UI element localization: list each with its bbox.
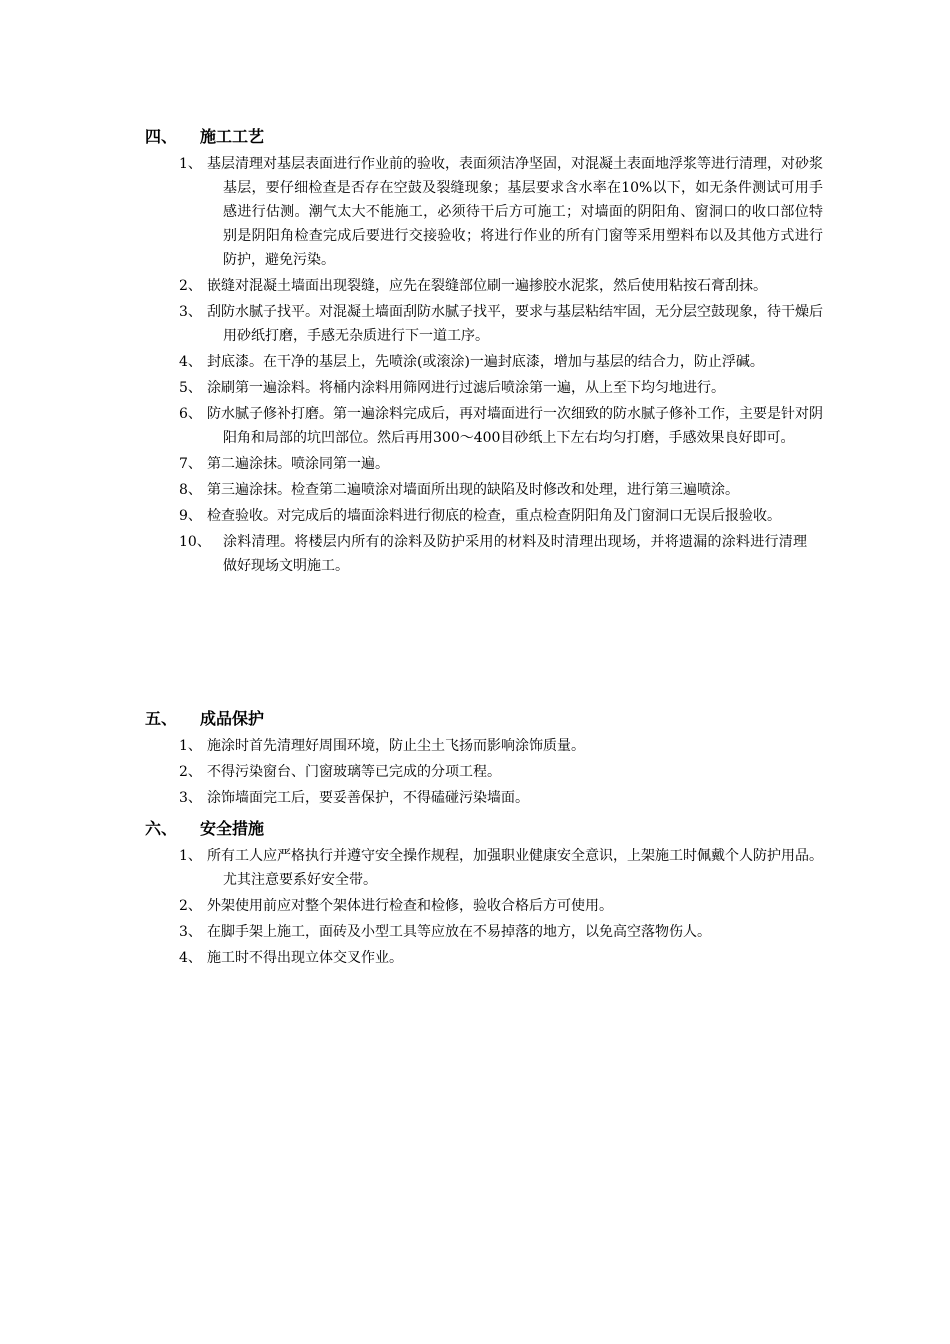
item-text: 施工时不得出现立体交叉作业。 xyxy=(207,950,403,966)
item-index: 4、 xyxy=(179,354,202,370)
item-index: 3、 xyxy=(179,924,202,940)
item-text: 封底漆。在干净的基层上，先喷涂(或滚涂)一遍封底漆，增加与基层的结合力，防止浮碱。 xyxy=(207,354,764,370)
list-item xyxy=(145,760,825,784)
item-index: 6、 xyxy=(179,406,202,422)
item-index: 2、 xyxy=(179,898,202,914)
item-index: 7、 xyxy=(179,456,202,472)
section-heading xyxy=(145,818,825,840)
section-number: 四、 xyxy=(145,127,178,146)
list-item xyxy=(145,274,825,298)
item-index: 1、 xyxy=(179,738,202,754)
item-text: 在脚手架上施工，面砖及小型工具等应放在不易掉落的地方，以免高空落物伤人。 xyxy=(207,924,711,940)
list-item xyxy=(145,920,825,944)
item-index: 4、 xyxy=(179,950,202,966)
item-text: 外架使用前应对整个架体进行检查和检修，验收合格后方可使用。 xyxy=(207,898,613,914)
item-index: 1、 xyxy=(179,156,202,172)
list-item xyxy=(145,844,825,892)
item-index: 2、 xyxy=(179,278,202,294)
item-text: 嵌缝对混凝土墙面出现裂缝，应先在裂缝部位刷一遍掺胶水泥浆，然后使用粘按石膏刮抹。 xyxy=(207,278,767,294)
item-text: 刮防水腻子找平。对混凝土墙面刮防水腻子找平，要求与基层粘结牢固，无分层空鼓现象，待干燥后用砂纸打磨，手感无杂质进行下一道工序。 xyxy=(207,304,823,344)
item-text: 所有工人应严格执行并遵守安全操作规程，加强职业健康安全意识，上架施工时佩戴个人防护用品。尤其注意要系好安全带。 xyxy=(207,848,823,888)
list-item xyxy=(145,350,825,374)
section-title: 安全措施 xyxy=(200,819,265,838)
item-text: 涂料清理。将楼层内所有的涂料及防护采用的材料及时清理出现场，并将遗漏的涂料进行清理做好现场文明施工。 xyxy=(223,534,807,574)
list-item xyxy=(145,300,825,348)
list-item xyxy=(145,734,825,758)
list-item xyxy=(145,530,825,578)
section-number: 五、 xyxy=(145,709,178,728)
item-text: 施涂时首先清理好周围环境，防止尘土飞扬而影响涂饰质量。 xyxy=(207,738,585,754)
item-index: 8、 xyxy=(179,482,202,498)
section-heading xyxy=(145,126,825,148)
section-title: 成品保护 xyxy=(200,709,265,728)
section-product-protection xyxy=(145,708,825,812)
section-title: 施工工艺 xyxy=(200,127,265,146)
item-text: 检查验收。对完成后的墙面涂料进行彻底的检查，重点检查阴阳角及门窗洞口无误后报验收。 xyxy=(207,508,781,524)
item-index: 2、 xyxy=(179,764,202,780)
item-text: 涂饰墙面完工后，要妥善保护，不得磕碰污染墙面。 xyxy=(207,790,529,806)
list-item xyxy=(145,376,825,400)
item-text: 防水腻子修补打磨。第一遍涂料完成后，再对墙面进行一次细致的防水腻子修补工作，主要是针对阴阳角和局部的坑凹部位。然后再用300～400目砂纸上下左右均匀打磨，手感效果良好即可。 xyxy=(207,406,823,446)
item-index: 3、 xyxy=(179,790,202,806)
section-number: 六、 xyxy=(145,819,178,838)
list-item xyxy=(145,152,825,272)
list-item xyxy=(145,504,825,528)
section-safety-measures xyxy=(145,818,825,972)
item-text: 涂刷第一遍涂料。将桶内涂料用筛网进行过滤后喷涂第一遍，从上至下均匀地进行。 xyxy=(207,380,725,396)
section-heading xyxy=(145,708,825,730)
item-text: 基层清理对基层表面进行作业前的验收，表面须洁净坚固，对混凝土表面地浮浆等进行清理，对砂浆基层，要仔细检查是否存在空鼓及裂缝现象；基层要求含水率在10%以下，如无条件测试可用手感进行估测。潮气太大不能施工，必须待干后方可施工；对墙面的阴阳角、窗洞口的收口部位特别是阴阳角检查完成后要进行交接验收；将进行作业的所有门窗等采用塑料布以及其他方式进行防护，避免污染。 xyxy=(207,156,823,268)
item-index: 3、 xyxy=(179,304,202,320)
section-construction-process xyxy=(145,126,825,580)
list-item xyxy=(145,478,825,502)
list-item xyxy=(145,786,825,810)
item-index: 10、 xyxy=(179,534,211,550)
list-item xyxy=(145,894,825,918)
list-item xyxy=(145,946,825,970)
item-text: 不得污染窗台、门窗玻璃等已完成的分项工程。 xyxy=(207,764,501,780)
item-index: 9、 xyxy=(179,508,202,524)
list-item xyxy=(145,402,825,450)
item-text: 第三遍涂抹。检查第二遍喷涂对墙面所出现的缺陷及时修改和处理，进行第三遍喷涂。 xyxy=(207,482,739,498)
list-item xyxy=(145,452,825,476)
item-index: 5、 xyxy=(179,380,202,396)
item-text: 第二遍涂抹。喷涂同第一遍。 xyxy=(207,456,389,472)
item-index: 1、 xyxy=(179,848,202,864)
